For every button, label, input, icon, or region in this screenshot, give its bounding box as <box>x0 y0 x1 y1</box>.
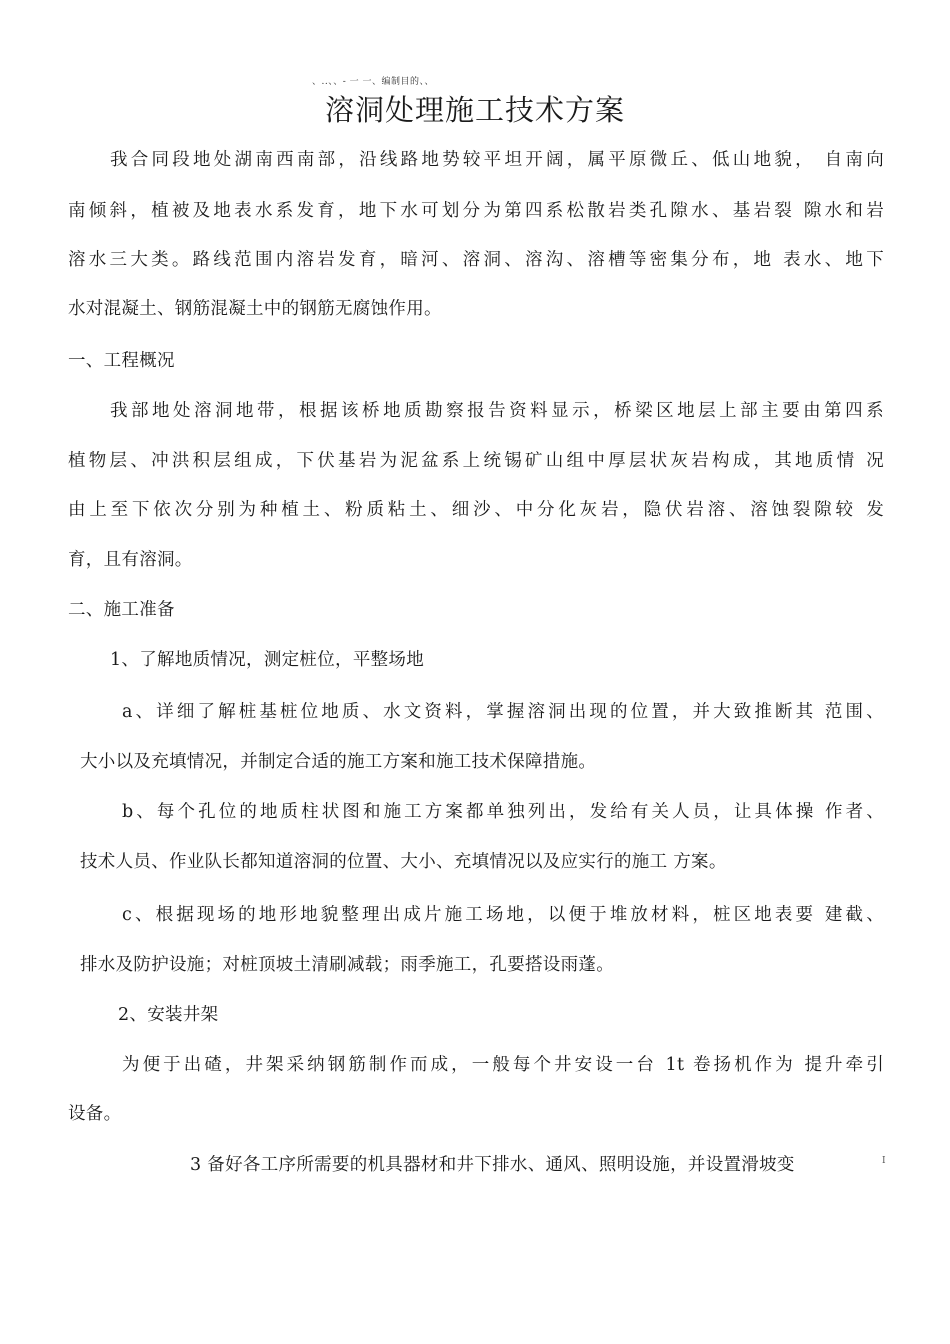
sub1-a-line-1: a、详细了解桩基桩位地质、水文资料，掌握溶洞出现的位置，并大致推断其 范围、 <box>122 702 884 722</box>
section2-heading: 二、施工准备 <box>68 600 175 620</box>
section1-line-1: 我部地处溶洞地带，根据该桥地质勘察报告资料显示，桥梁区地层上部主要由第四系 <box>110 401 884 421</box>
sub2-heading: 2、安装井架 <box>118 1005 219 1025</box>
sub2-line-2: 设备。 <box>68 1104 122 1124</box>
sub1-c-line-1: c、根据现场的地形地貌整理出成片施工场地，以便于堆放材料，桩区地表要 建截、 <box>122 905 884 925</box>
intro-line-1: 我合同段地处湖南西南部，沿线路地势较平坦开阔，属平原微丘、低山地貌， 自南向 <box>110 150 884 170</box>
header-note: 、..、、- 一 一、编制目的、、 <box>312 77 434 87</box>
sub2-line-1: 为便于出碴，井架采纳钢筋制作而成，一般每个井安设一台 1t 卷扬机作为 提升牵引 <box>122 1055 884 1075</box>
document-title: 溶洞处理施工技术方案 <box>324 93 625 127</box>
sub1-b-line-2: 技术人员、作业队长都知道溶洞的位置、大小、充填情况以及应实行的施工 方案。 <box>80 852 727 872</box>
sub1-a-line-2: 大小以及充填情况，并制定合适的施工方案和施工技术保障措施。 <box>80 752 597 772</box>
sub1-heading: 1、了解地质情况，测定桩位，平整场地 <box>110 650 425 670</box>
sub1-c-line-2: 排水及防护设施；对桩顶坡土清刷减载；雨季施工，孔要搭设雨蓬。 <box>80 955 614 975</box>
section1-line-2: 植物层、冲洪积层组成，下伏基岩为泥盆系上统锡矿山组中厚层状灰岩构成，其地质情 况 <box>68 451 884 471</box>
section1-heading: 一、工程概况 <box>68 351 175 371</box>
sub3-line: 3 备好各工序所需要的机具器材和井下排水、通风、照明设施，并设置滑坡变 <box>190 1155 795 1175</box>
intro-line-3: 溶水三大类。路线范围内溶岩发育，暗河、溶洞、溶沟、溶槽等密集分布，地 表水、地下 <box>68 250 884 270</box>
section1-line-4: 育，且有溶洞。 <box>68 550 193 570</box>
page-mark: I <box>882 1156 886 1166</box>
intro-line-2: 南倾斜，植被及地表水系发育，地下水可划分为第四系松散岩类孔隙水、基岩裂 隙水和岩 <box>68 201 884 221</box>
intro-line-4: 水对混凝土、钢筋混凝土中的钢筋无腐蚀作用。 <box>68 299 442 319</box>
sub1-b-line-1: b、每个孔位的地质柱状图和施工方案都单独列出，发给有关人员，让具体操 作者、 <box>122 802 884 822</box>
section1-line-3: 由上至下依次分别为种植土、粉质粘土、细沙、中分化灰岩，隐伏岩溶、溶蚀裂隙较 发 <box>68 500 884 520</box>
